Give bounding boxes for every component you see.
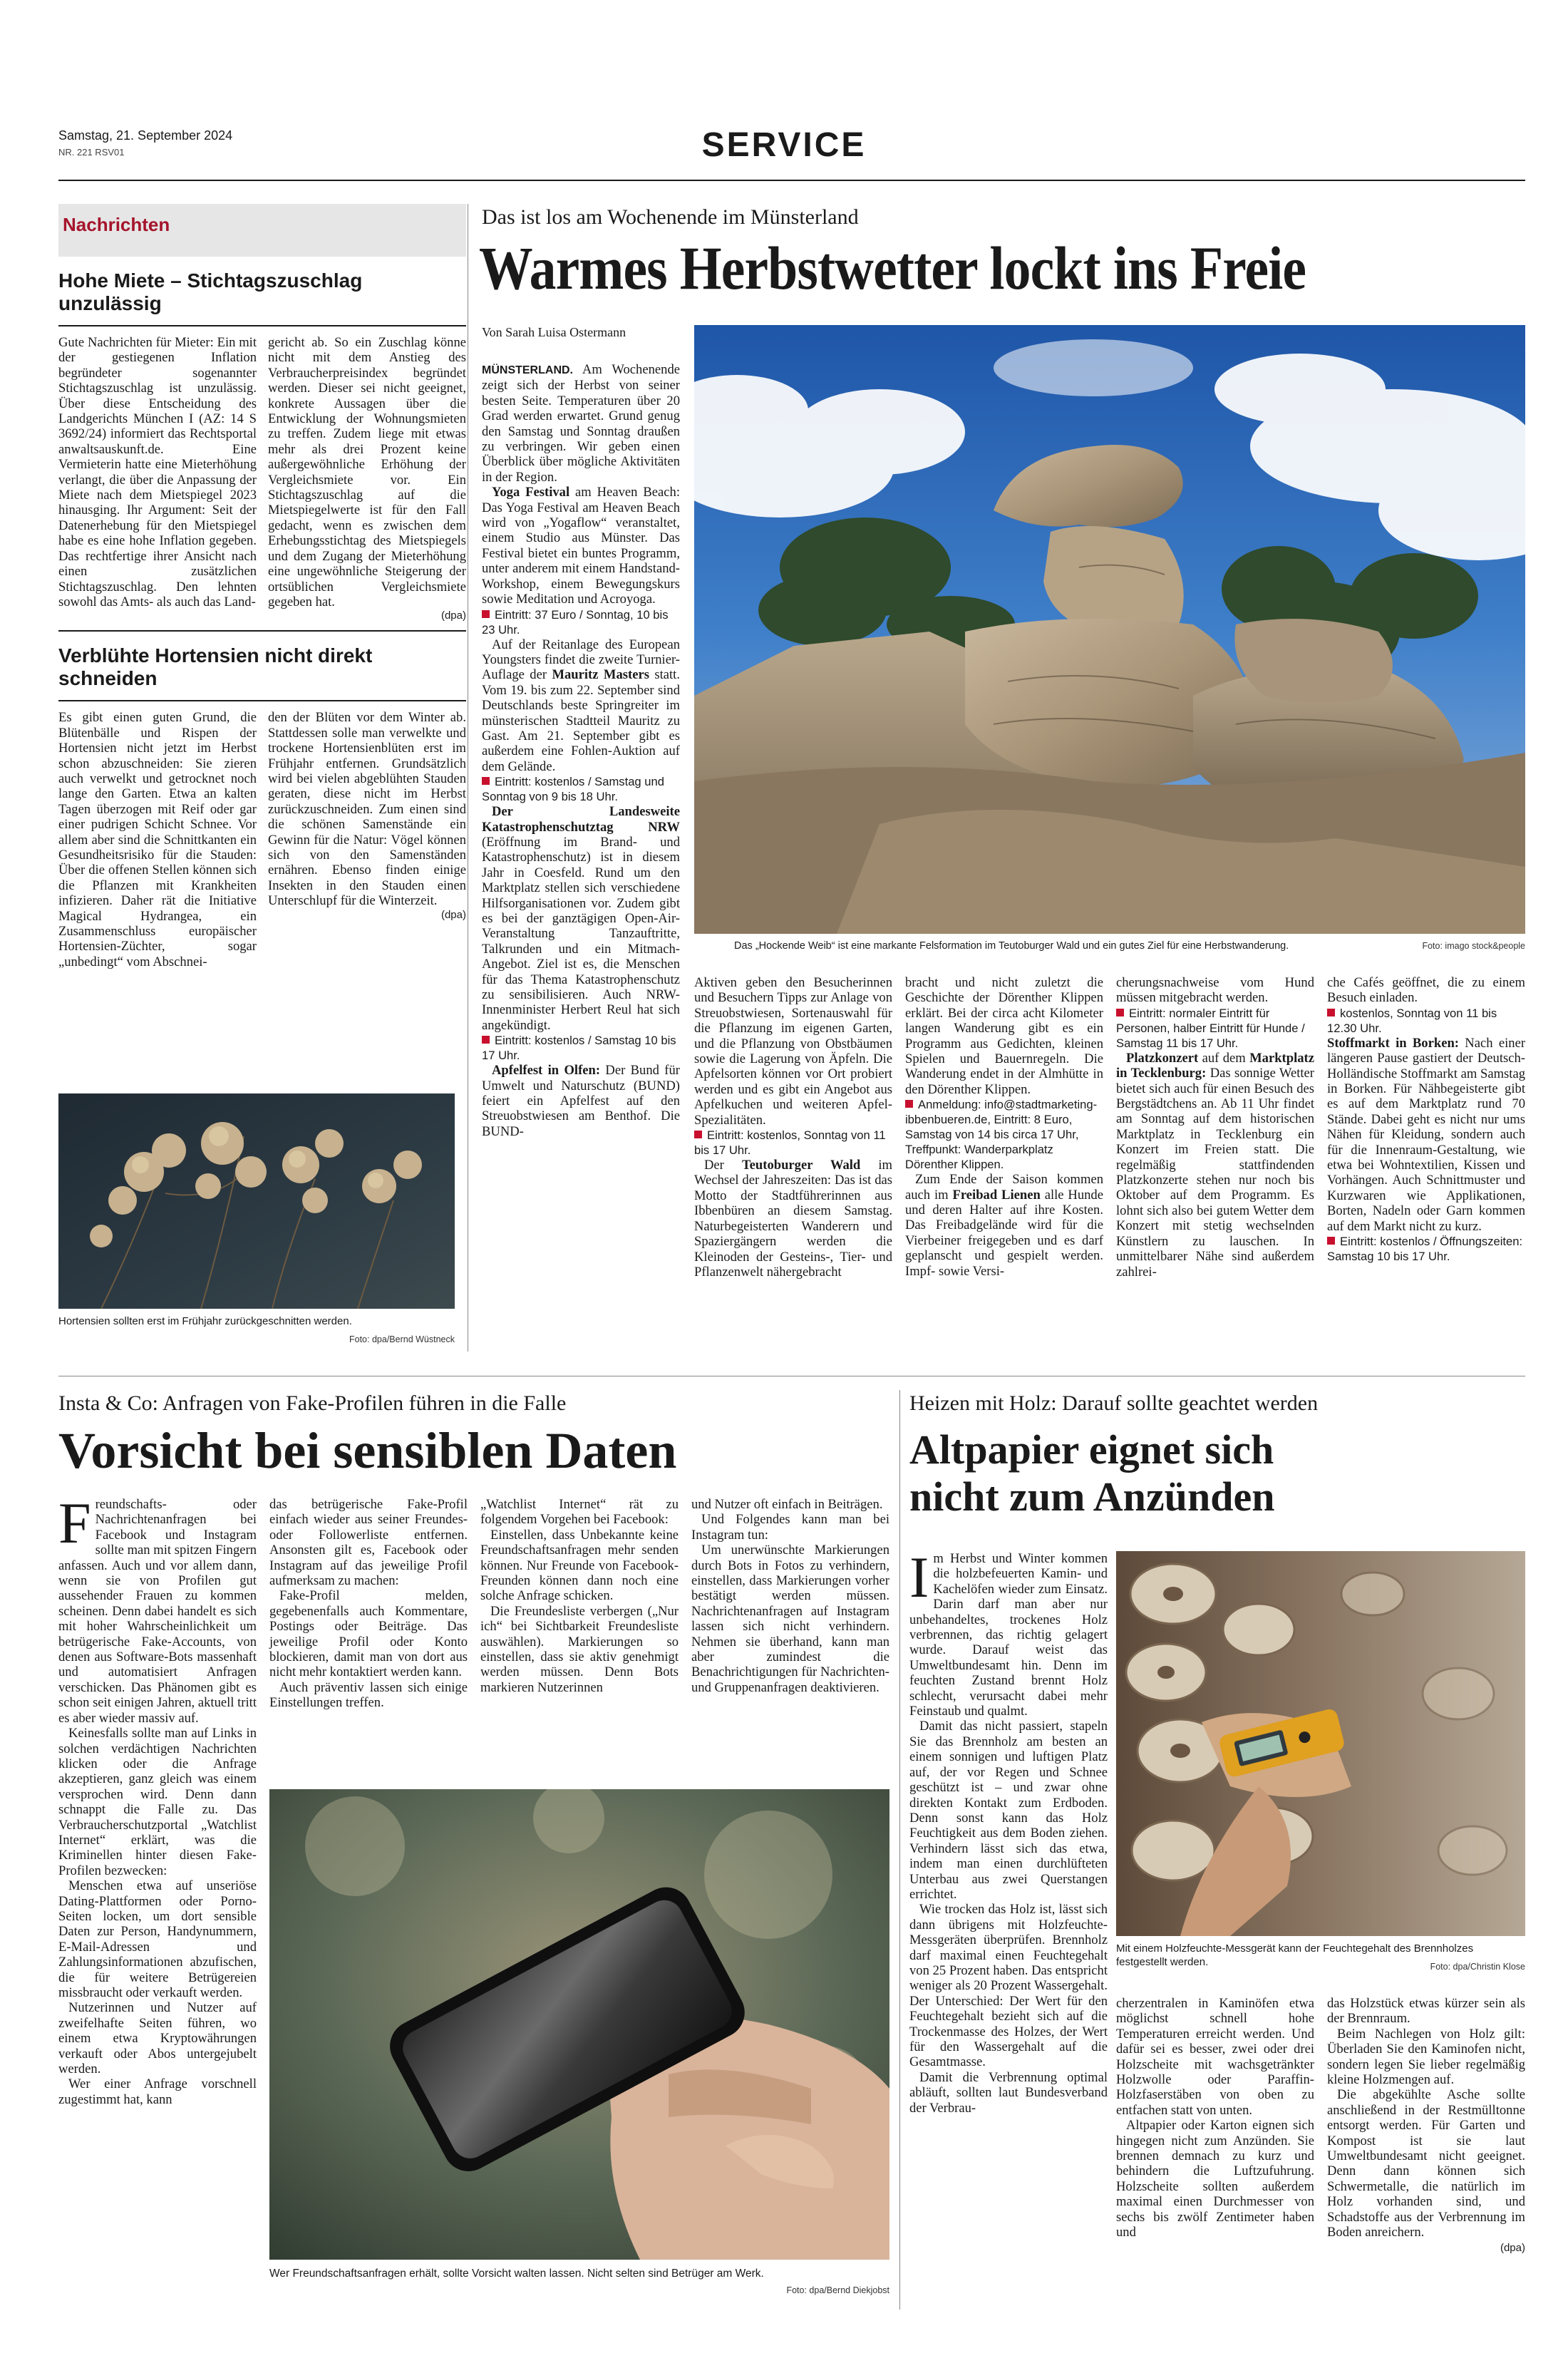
fake-col3-p2: Einstellen, dass Unbekannte keine Freundschaftsanfragen mehr senden können. Nur Freunde von Facebook-Freunden können dann noch eine solche Anfrage schicken. <box>480 1527 679 1604</box>
lead-col1-info3: Eintritt: kostenlos / Samstag 10 bis 17 Uhr. <box>482 1034 676 1063</box>
phone-caption: Wer Freundschaftsanfragen erhält, sollte Vorsicht walten lassen. Nicht selten sind Betrüger am Werk. <box>269 2268 764 2280</box>
lead-byline: Von Sarah Luisa Ostermann <box>482 325 626 339</box>
fake-headline: Vorsicht bei sensiblen Daten <box>58 1422 677 1479</box>
lead-col2-p2b: im Wechsel der Jahreszeiten: Das ist das Motto der Stadtführerinnen aus Ibbenbüren an diesem Samstag. Naturbegeisterten Wanderern und Spaziergängern werden die Kleinoden der Gesteins-, Tier- und Pflanzenwelt nähergebracht <box>694 1158 892 1280</box>
lead-col5 <box>1327 975 1525 1264</box>
fake-col1 <box>58 1491 257 2107</box>
lead-col3-p2-bold: Freibad Lienen <box>952 1187 1041 1203</box>
holz-col3-p2: Beim Nachlegen von Holz gilt: Überladen Sie den Kaminofen nicht, sondern legen Sie lieber regelmäßig kleine Holzmengen auf. <box>1327 2026 1525 2088</box>
wood-credit: Foto: dpa/Christin Klose <box>1430 1962 1525 1972</box>
fake-dropcap: F <box>58 1491 91 1555</box>
phone-credit: Foto: dpa/Bernd Diekjobst <box>786 2285 889 2295</box>
lead-col4-p2: auf dem <box>1198 1050 1250 1066</box>
lead-col3-p2b: alle Hunde und deren Halter auf ihre Kosten. Das Freibadgelände wird für die Vierbeiner freigegeben und es darf geplanscht und gespielt werden. Impf- sowie Versi- <box>905 1187 1103 1279</box>
lead-col2-p2: Der <box>704 1158 742 1173</box>
lower-divider <box>899 1390 900 2310</box>
lead-col2-p2-bold: Teutoburger Wald <box>741 1158 861 1173</box>
holz-agency: (dpa) <box>1500 2241 1525 2254</box>
hydrangea-credit: Foto: dpa/Bernd Wüstneck <box>349 1334 455 1344</box>
holz-col1-p1: m Herbst und Winter kommen die holzbefeuerten Kamin- und Kachelöfen wieder zum Einsatz. Darin darf man aber nur unbehandeltes, trockenes Holz verbrennen, das richtig gelagert wurde. Darauf weist das Umweltbundesamt hin. Denn im feuchten Zustand brennt Holz schlecht, verursacht dabei mehr Feinstaub und qualmt. <box>909 1551 1108 1719</box>
holz-col1-p3: Wie trocken das Holz ist, lässt sich dann übrigens mit Holzfeuchte-Messgeräten überprüfen. Brennholz darf maximal einen Feuchtegehalt von 25 Prozent haben. Das entspricht weniger als 20 Prozent Wassergehalt. Der Unterschied: Der Wert für den Feuchtegehalt bezieht sich auf die Trockenmasse des Holzes, der Wert für den Wassergehalt auf die Gesamtmasse. <box>909 1902 1108 2070</box>
lead-col3-info1: Anmeldung: info@stadtmarketing-ibbenbueren.de, Eintritt: 8 Euro, Samstag von 14 bis circa 17 Uhr, Treffpunkt: Wanderparkplatz Dörenther Klippen. <box>905 1098 1098 1172</box>
lead-col2-info1: Eintritt: kostenlos, Sonntag von 11 bis 17 Uhr. <box>694 1128 886 1158</box>
lead-col1-info1: Eintritt: 37 Euro / Sonntag, 10 bis 23 Uhr. <box>482 607 669 637</box>
holz-col2 <box>1116 1996 1314 2240</box>
masthead-date: Samstag, 21. September 2024 <box>58 128 233 143</box>
holz-col3-p3: Die abgekühlte Asche sollte anschließend in der Restmülltonne entsorgt werden. Für Garten und Kompost ist sie laut Umweltbundesamt nicht geeignet. Denn dann können sich Schwermetalle, die natürlich im Holz vorhanden sind, und Schadstoffe aus der Verbrennung im Boden anreichern. <box>1327 2087 1525 2240</box>
lead-photo <box>694 325 1525 934</box>
lead-col5-p2-bold: Stoffmarkt in Borken: <box>1327 1035 1459 1051</box>
lead-col2-p1: Aktiven geben den Besucherinnen und Besuchern Tipps zur Anlage von Streuobstwiesen, Sortenauswahl für die Pflanzung im eigenen Garten, und die Pflanzung von Obstbäumen sowie die Lagerung von Äpfeln. Die Apfelsorten können vor Ort probiert werden und es gibt ein Angebot aus Apfelkuchen und weiteren Apfel-Spezialitäten. <box>694 975 892 1128</box>
lead-col1-p4-bold: Der Landesweite Katastrophenschutztag NRW <box>482 804 680 835</box>
holz-headline-2: nicht zum Anzünden <box>909 1473 1275 1520</box>
lead-col4-p2-bold2: Marktplatz in Tecklenburg: <box>1116 1050 1314 1081</box>
fake-col4-p1: und Nutzer oft einfach in Beiträgen. <box>691 1497 883 1512</box>
fake-col4-p3: Um unerwünschte Markierungen durch Bots in Fotos zu verhindern, einstellen, dass Markierungen vorher bestätigt werden müssen. Nachrichtenanfragen auf Instagram lassen sich nicht verhindern. Nehmen sie überhand, kann man aber zumindest die Benachrichtigungen für Nachrichten- und Gruppenanfragen deaktivieren. <box>691 1543 889 1695</box>
lead-col1-p3b: statt. Vom 19. bis zum 22. September sind Deutschlands beste Springreiter im münsterischen Stadtteil Mauritz zu Gast. Am 21. September gibt es außerdem eine Fohlen-Auktion auf dem Gelände. <box>482 667 680 774</box>
wood-photo <box>1116 1551 1525 1936</box>
masthead-edition: NR. 221 RSV01 <box>58 147 125 158</box>
lead-col4-info1: Eintritt: normaler Eintritt für Personen, halber Eintritt für Hunde / Samstag 11 bis 17 Uhr. <box>1116 1006 1305 1050</box>
lead-col4-p2b: Das sonnige Wetter bietet sich auch für einen Besuch des Bergstädtchens an. Ab 11 Uhr findet am Sonntag auf dem historischen Marktplatz in Tecklenburg ein Konzert im Freien statt. Die regelmäßig stattfindenden Platzkonzerte stehen nur noch bis Oktober auf dem Programm. Es lohnt sich also bei gutem Wetter dem Konzert mit stetig wechselnden Künstlern zu lauschen. In unmittelbarer Nähe sind außerdem zahlrei- <box>1116 1066 1314 1280</box>
lead-photo-caption: Das „Hockende Weib“ ist eine markante Felsformation im Teutoburger Wald und ein gutes Ziel für eine Herbstwanderung. <box>734 940 1289 952</box>
lead-col5-info1: kostenlos, Sonntag von 11 bis 12.30 Uhr. <box>1327 1006 1497 1035</box>
lead-col4 <box>1116 975 1314 1280</box>
holz-col3 <box>1327 1996 1525 2255</box>
fake-col1-p1: reundschafts- oder Nachrichtenanfragen bei Facebook und Instagram sollte man mit spitzen Fingern anfassen. Auch und vor allem dann, wenn sie von Profilen gut aussehender Frauen zu kommen scheinen. Denn dabei handelt es sich mit hoher Wahrscheinlichkeit um betrügerische Fake-Accounts, von denen aus Software-Bots massenhaft und automatisiert Anfragen verschicken. Das Phänomen gibt es schon seit einigen Jahren, aktuell tritt es aber wieder massiv auf. <box>58 1497 257 1726</box>
fake-col1-p4: Nutzerinnen und Nutzer auf zweifelhafte Seiten führen, wo einem etwa Kryptowährungen verkauft oder Abos untergejubelt werden. <box>58 2000 257 2077</box>
sidebar-rule-2 <box>58 630 466 632</box>
fake-col3-p3: Die Freundesliste verbergen („Nur ich“ bei Sichtbarkeit Freundesliste auswählen). Markierungen so einstellen, dass sie aktiv genehmigt werden müssen. Denn Bots markieren Nutzerinnen <box>480 1603 679 1695</box>
fake-col1-p3: Menschen etwa auf unseriöse Dating-Plattformen oder Porno-Seiten locken, um dort sensible Daten zur Person, Handynummern, E-Mail-Adressen und Zahlungsinformationen abzufischen, die für weitere Betrügereien missbraucht oder verkauft werden. <box>58 1878 257 2000</box>
lead-col3-p2: Zum Ende der Saison kommen auch im <box>905 1172 1103 1203</box>
holz-dropcap: I <box>909 1545 929 1610</box>
lead-col1-p2-bold: Yoga Festival <box>492 485 570 500</box>
sidebar-article2-col2: den der Blüten vor dem Winter ab. Stattdessen solle man verwelkte und trockene Hortensienblüten erst im Frühjahr entfernen. Grundsätzlich wird bei vielen abgeblühten Stauden geraten, diese nicht im Herbst zurückzuschneiden. Zum einen sind die schönen Samenstände ein Gewinn für die Natur: Vögel können sich von den Samenständen ernähren. Ebenso finden einige Insekten in den Stauden einen Unterschlupf für die Winterzeit. <box>268 710 466 909</box>
holz-col1 <box>909 1545 1108 2116</box>
sidebar-article2-agency: (dpa) <box>440 908 466 921</box>
lead-col1-p2: am Heaven Beach: Das Yoga Festival am Heaven Beach wird von „Yogaflow“ veranstaltet, einem Studio aus Münster. Das Festival bietet ein buntes Programm, unter anderem mit einem Handstand-Workshop, einem Bewegungskurs sowie Meditation und Acroyoga. <box>482 485 680 607</box>
fake-col3 <box>480 1497 679 1695</box>
lead-col3 <box>905 975 1103 1279</box>
wood-caption: Mit einem Holzfeuchte-Messgerät kann der Feuchtegehalt des Brennholzes festgestellt werden. <box>1116 1942 1474 1968</box>
lead-col1-p5-bold: Apfelfest in Olfen: <box>492 1063 601 1079</box>
lead-col1-p1: Am Wochenende zeigt sich der Herbst von seiner besten Seite. Temperaturen über 20 Grad werden erwartet. Grund genug den Samstag und Sonntag draußen zu verbringen. Wir geben einen Überblick über mögliche Aktivitäten in der Region. <box>482 362 680 485</box>
lead-col5-p1: che Cafés geöffnet, die zu einem Besuch einladen. <box>1327 975 1525 1006</box>
lead-col4-p2-bold: Platzkonzert <box>1126 1050 1199 1066</box>
holz-col1-p2: Damit das nicht passiert, stapeln Sie das Brennholz am besten an einem sonnigen und luftigen Platz auf, der vor Regen und Schnee geschützt ist – und zwar ohne direkten Kontakt zum Erdboden. Denn sonst kann das Holz Feuchtigkeit aus dem Boden ziehen. Verhindern lässt sich das etwa, indem man einen durchlüfteten Unterbau aus zwei Querstangen errichtet. <box>909 1719 1108 1902</box>
lead-col5-info2: Eintritt: kostenlos / Öffnungszeiten: Samstag 10 bis 17 Uhr. <box>1327 1235 1523 1264</box>
info-bullet-icon <box>1327 1237 1335 1245</box>
fake-col3-p1: „Watchlist Internet“ rät zu folgendem Vorgehen bei Facebook: <box>480 1497 679 1528</box>
sidebar-article1-agency: (dpa) <box>440 609 466 622</box>
fake-col2-p3: Auch präventiv lassen sich einige Einstellungen treffen. <box>269 1679 468 1711</box>
lead-col1-p5: Der Bund für Umwelt und Naturschutz (BUND) feiert ein Apfelfest auf den Streuobstwiesen am Benthof. Die BUND- <box>482 1063 680 1139</box>
lead-col4-p1: cherungsnachweise vom Hund müssen mitgebracht werden. <box>1116 975 1314 1006</box>
fake-col4 <box>691 1497 889 1695</box>
sidebar-label: Nachrichten <box>63 214 170 235</box>
sidebar-rule-1 <box>58 325 466 326</box>
lead-col1-p3-bold: Mauritz Masters <box>552 667 649 683</box>
fake-col1-p5: Wer einer Anfrage vorschnell zugestimmt hat, kann <box>58 2076 257 2107</box>
info-bullet-icon <box>482 610 490 618</box>
info-bullet-icon <box>482 1036 490 1044</box>
fake-col2-p2: Fake-Profil melden, gegebenenfalls auch Kommentare, Postings oder Beiträge. Das jeweilige Profil oder Konto blockieren, damit man von dort aus nicht mehr kontaktiert werden kann. <box>269 1588 468 1680</box>
fake-col2 <box>269 1497 468 1711</box>
info-bullet-icon <box>1116 1009 1124 1016</box>
sidebar-rule-3 <box>58 700 466 701</box>
sidebar-label-box <box>58 204 466 257</box>
lead-col2 <box>694 975 892 1280</box>
sidebar-article1-headline: Hohe Miete – Stichtagszuschlag unzulässig <box>58 269 363 314</box>
lead-col1-p4: (Eröffnung im Brand- und Katastrophenschutz) ist in diesem Jahr in Coesfeld. Rund um den Marktplatz stellen sich verschiedene Hilfsorganisationen vor. Zudem gibt es bei der ganztägigen Open-Air-Veranstaltung Tanzauftritte, Talkrunden und ein Mitmach-Angebot. Ziel ist es, die Menschen für das Thema Katastrophenschutz zu sensibilisieren. Auch NRW-Innenminister Herbert Reul hat sich angekündigt. <box>482 834 680 1033</box>
info-bullet-icon <box>694 1131 702 1138</box>
lead-col1-info2: Eintritt: kostenlos / Samstag und Sonntag von 9 bis 18 Uhr. <box>482 775 664 804</box>
info-bullet-icon <box>905 1100 913 1108</box>
fake-col2-p1: das betrügerische Fake-Profil einfach wieder aus seiner Freundes- oder Followerliste entfernen. Ansonsten gilt es, Facebook oder Instagram auf das jeweilige Profil aufmerksam zu machen: <box>269 1497 468 1589</box>
hydrangea-caption: Hortensien sollten erst im Frühjahr zurückgeschnitten werden. <box>58 1315 352 1327</box>
lead-photo-credit: Foto: imago stock&people <box>1422 941 1525 951</box>
holz-col2-p2: Altpapier oder Karton eignen sich hingegen nicht zum Anzünden. Sie brennen demnach zu kurz und behindern die Luftzufuhrung. Holzscheite sollten außerdem maximal einen Durchmesser von sechs bis zwölf Zentimeter haben und <box>1116 2118 1314 2240</box>
info-bullet-icon <box>1327 1009 1335 1016</box>
lead-kicker: Das ist los am Wochenende im Münsterland <box>482 205 859 229</box>
info-bullet-icon <box>482 777 490 785</box>
section-title: SERVICE <box>701 126 867 164</box>
holz-col2-p1: cherzentralen in Kaminöfen etwa möglichst schnell hohe Temperaturen erreicht werden. Und dafür sei es besser, zwei oder drei Holzscheite mit wachsgetränkter Holzwolle oder Paraffin-Holzfaserstäben von oben zu entfachen statt von unten. <box>1116 1996 1314 2118</box>
sidebar-article1-col2: gericht ab. So ein Zuschlag könne nicht mit dem Anstieg des Verbraucherpreisindex begründet werden. Dieser sei nicht geeignet, konkrete Aussagen über die Entwicklung der Wohnungsmieten zu treffen. Zudem liege mit etwas mehr als drei Prozent keine außergewöhnliche Erhöhung der Vergleichsmiete vor. Ein Stichtagszuschlag auf die Mietspiegelwerte ist für den Fall gedacht, wenn es zwischen dem Erhebungsstichtag des Mietspiegels und dem Zugang der Mieterhöhung eine ungewöhnliche Steigerung der ortsüblichen Vergleichsmiete gegeben hat. <box>268 335 466 609</box>
holz-kicker: Heizen mit Holz: Darauf sollte geachtet werden <box>909 1391 1319 1415</box>
sidebar-article2-col1: Es gibt einen guten Grund, die Blütenbälle und Rispen der Hortensien nicht jetzt im Herbst schon abzuschneiden: Sie zieren auch verwelkt und getrocknet noch lange den Garten. Etwa an kalten Tagen überzogen mit Reif oder gar einer pudrigen Schicht Schnee. Vor allem aber sind die Schnittkanten ein Gesundheitsrisiko für die Stauden: Über die offenen Stellen können sich die Pflanzen mit Krankheiten infizieren. Daher rät die Initiative Magical Hydrangea, ein Zusammenschluss europäischer Hortensien-Züchter, sogar „unbedingt“ vom Abschnei- <box>58 710 257 969</box>
sidebar <box>58 204 466 969</box>
fake-col1-p2: Keinesfalls sollte man auf Links in solchen verdächtigen Nachrichten klicken oder die Anfrage akzeptieren, ganz gleich was einem versprochen wird. Denn dann schnappt die Falle zu. Das Verbraucherschutzportal „Watchlist Internet“ erklärt, was die Kriminellen hinter diesen Fake-Profilen bezwecken: <box>58 1726 257 1878</box>
lead-col1-p3: Auf der Reitanlage des European Youngsters findet die zweite Turnier-Auflage der <box>482 637 680 683</box>
masthead-rule <box>58 180 1525 181</box>
holz-col1-p4: Damit die Verbrennung optimal abläuft, sollten laut Bundesverband der Verbrau- <box>909 2069 1108 2116</box>
lead-dateline: MÜNSTERLAND. <box>482 364 573 376</box>
lead-col3-p1: bracht und nicht zuletzt die Geschichte der Dörenther Klippen erklärt. Bei der circa acht Kilometer langen Wanderung gibt es ein Programm aus Gedichten, kleinen Spielen und Bauernregeln. Die Wanderung endet in der Almhütte in den Dörenther Klippen. <box>905 975 1103 1097</box>
phone-photo <box>269 1789 889 2260</box>
sidebar-article2-headline: Verblühte Hortensien nicht direkt schneiden <box>58 644 373 690</box>
lead-col5-p2: Nach einer längeren Pause gastiert der Deutsch-Holländische Stoffmarkt am Samstag in Borken. Für Nähbegeisterte gibt es auf dem Marktplatz rund 70 Stände. Dabei geht es nicht nur ums Nähen für Kleidung, sondern auch für die Innenraum-Gestaltung, wie etwa bei Wohntextilien, Kissen und Vorhängen. Auch Schnittmuster und Kurzwaren wie Applikationen, Borten, Nadeln oder Garn kommen auf dem Markt nicht zu kurz. <box>1327 1035 1526 1234</box>
lead-col1 <box>482 362 680 1139</box>
sidebar-article1-col1: Gute Nachrichten für Mieter: Ein mit der gestiegenen Inflation begründeter sogenannter Stichtagszuschlag ist unzulässig. Über diese Entscheidung des Landgerichts München I (AZ: 14 S 3692/24) informiert das Rechtsportal anwaltsauskunft.de. Eine Vermieterin hatte eine Mieterhöhung verlangt, die über die Anpassung der Miete nach dem Mietspiegel 2023 hinausging. Ihr Argument: Seit der Datenerhebung für den Mietspiegel habe es eine hohe Inflation gegeben. Das rechtfertige ihrer Ansicht nach einen zusätzlichen Stichtagszuschlag. Den lehnten sowohl das Amts- als auch das Land- <box>58 335 257 609</box>
fake-col4-p2: Und Folgendes kann man bei Instagram tun: <box>691 1512 889 1543</box>
fake-kicker: Insta & Co: Anfragen von Fake-Profilen führen in die Falle <box>58 1391 567 1415</box>
holz-col3-p1: das Holzstück etwas kürzer sein als der Brennraum. <box>1327 1996 1525 2027</box>
holz-headline-1: Altpapier eignet sich <box>909 1426 1274 1473</box>
lead-headline: Warmes Herbstwetter lockt ins Freie <box>479 234 1306 302</box>
hydrangea-photo <box>58 1093 455 1309</box>
